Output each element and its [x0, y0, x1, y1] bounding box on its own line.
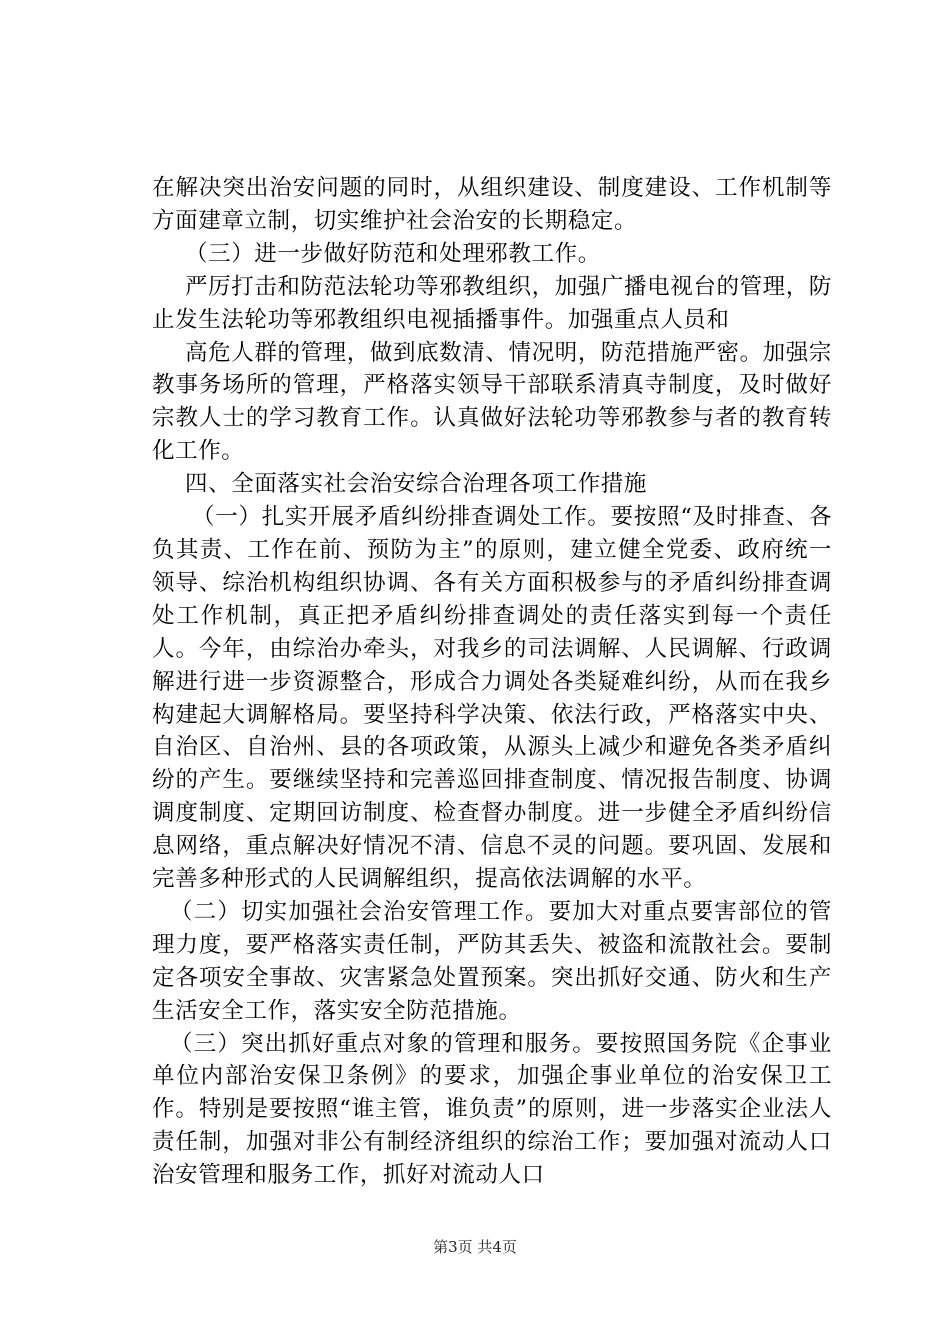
- paragraph-cult-crackdown: 严厉打击和防范法轮功等邪教组织，加强广播电视台的管理，防止发生法轮功等邪教组织电视插播事件。加强重点人员和: [152, 273, 832, 333]
- paragraph-high-risk-groups: 高危人群的管理，做到底数清、情况明，防范措施严密。加强宗教事务场所的管理，严格落实领导干部联系清真寺制度，及时做好宗教人士的学习教育工作。认真做好法轮功等邪教参与者的教育转化工作。: [152, 339, 832, 465]
- paragraph-key-targets-management: （三）突出抓好重点对象的管理和服务。要按照国务院《企事业单位内部治安保卫条例》的要求，加强企事业单位的治安保卫工作。特别是要按照“谁主管，谁负责”的原则，进一步落实企业法人责任制，加强对非公有制经济组织的综治工作；要加强对流动人口治安管理和服务工作，抓好对流动人口: [152, 1030, 832, 1189]
- heading-section-four: 四、全面落实社会治安综合治理各项工作措施: [185, 471, 648, 498]
- paragraph-dispute-mediation: （一）扎实开展矛盾纠纷排查调处工作。要按照“及时排查、各负其责、工作在前、预防为主”的原则，建立健全党委、政府统一领导、综治机构组织协调、各有关方面积极参与的矛盾纠纷排查调处工作机制，真正把矛盾纠纷排查调处的责任落实到每一个责任人。今年，由综治办牵头，对我乡的司法调解、人民调解、行政调解进行进一步资源整合，形成合力调处各类疑难纠纷，从而在我乡构建起大调解格局。要坚持科学决策、依法行政，严格落实中央、自治区、自治州、县的各项政策，从源头上减少和避免各类矛盾纠纷的产生。要继续坚持和完善巡回排查制度、情况报告制度、协调调度制度、定期回访制度、检查督办制度。进一步健全矛盾纠纷信息网络，重点解决好情况不清、信息不灵的问题。要巩固、发展和完善多种形式的人民调解组织，提高依法调解的水平。: [152, 504, 832, 893]
- paragraph-public-order-continuation: 在解决突出治安问题的同时，从组织建设、制度建设、工作机制等方面建章立制，切实维护社会治安的长期稳定。: [152, 175, 832, 234]
- document-body: [152, 172, 832, 1192]
- paragraph-public-order-management: （二）切实加强社会治安管理工作。要加大对重点要害部位的管理力度，要严格落实责任制，严防其丢失、被盗和流散社会。要制定各项安全事故、灾害紧急处置预案。突出抓好交通、防火和生产生活安全工作，落实安全防范措施。: [152, 898, 832, 1024]
- page-number-footer: 第3页 共4页: [433, 1238, 517, 1256]
- subheading-cult-prevention: （三）进一步做好防范和处理邪教工作。: [185, 240, 601, 267]
